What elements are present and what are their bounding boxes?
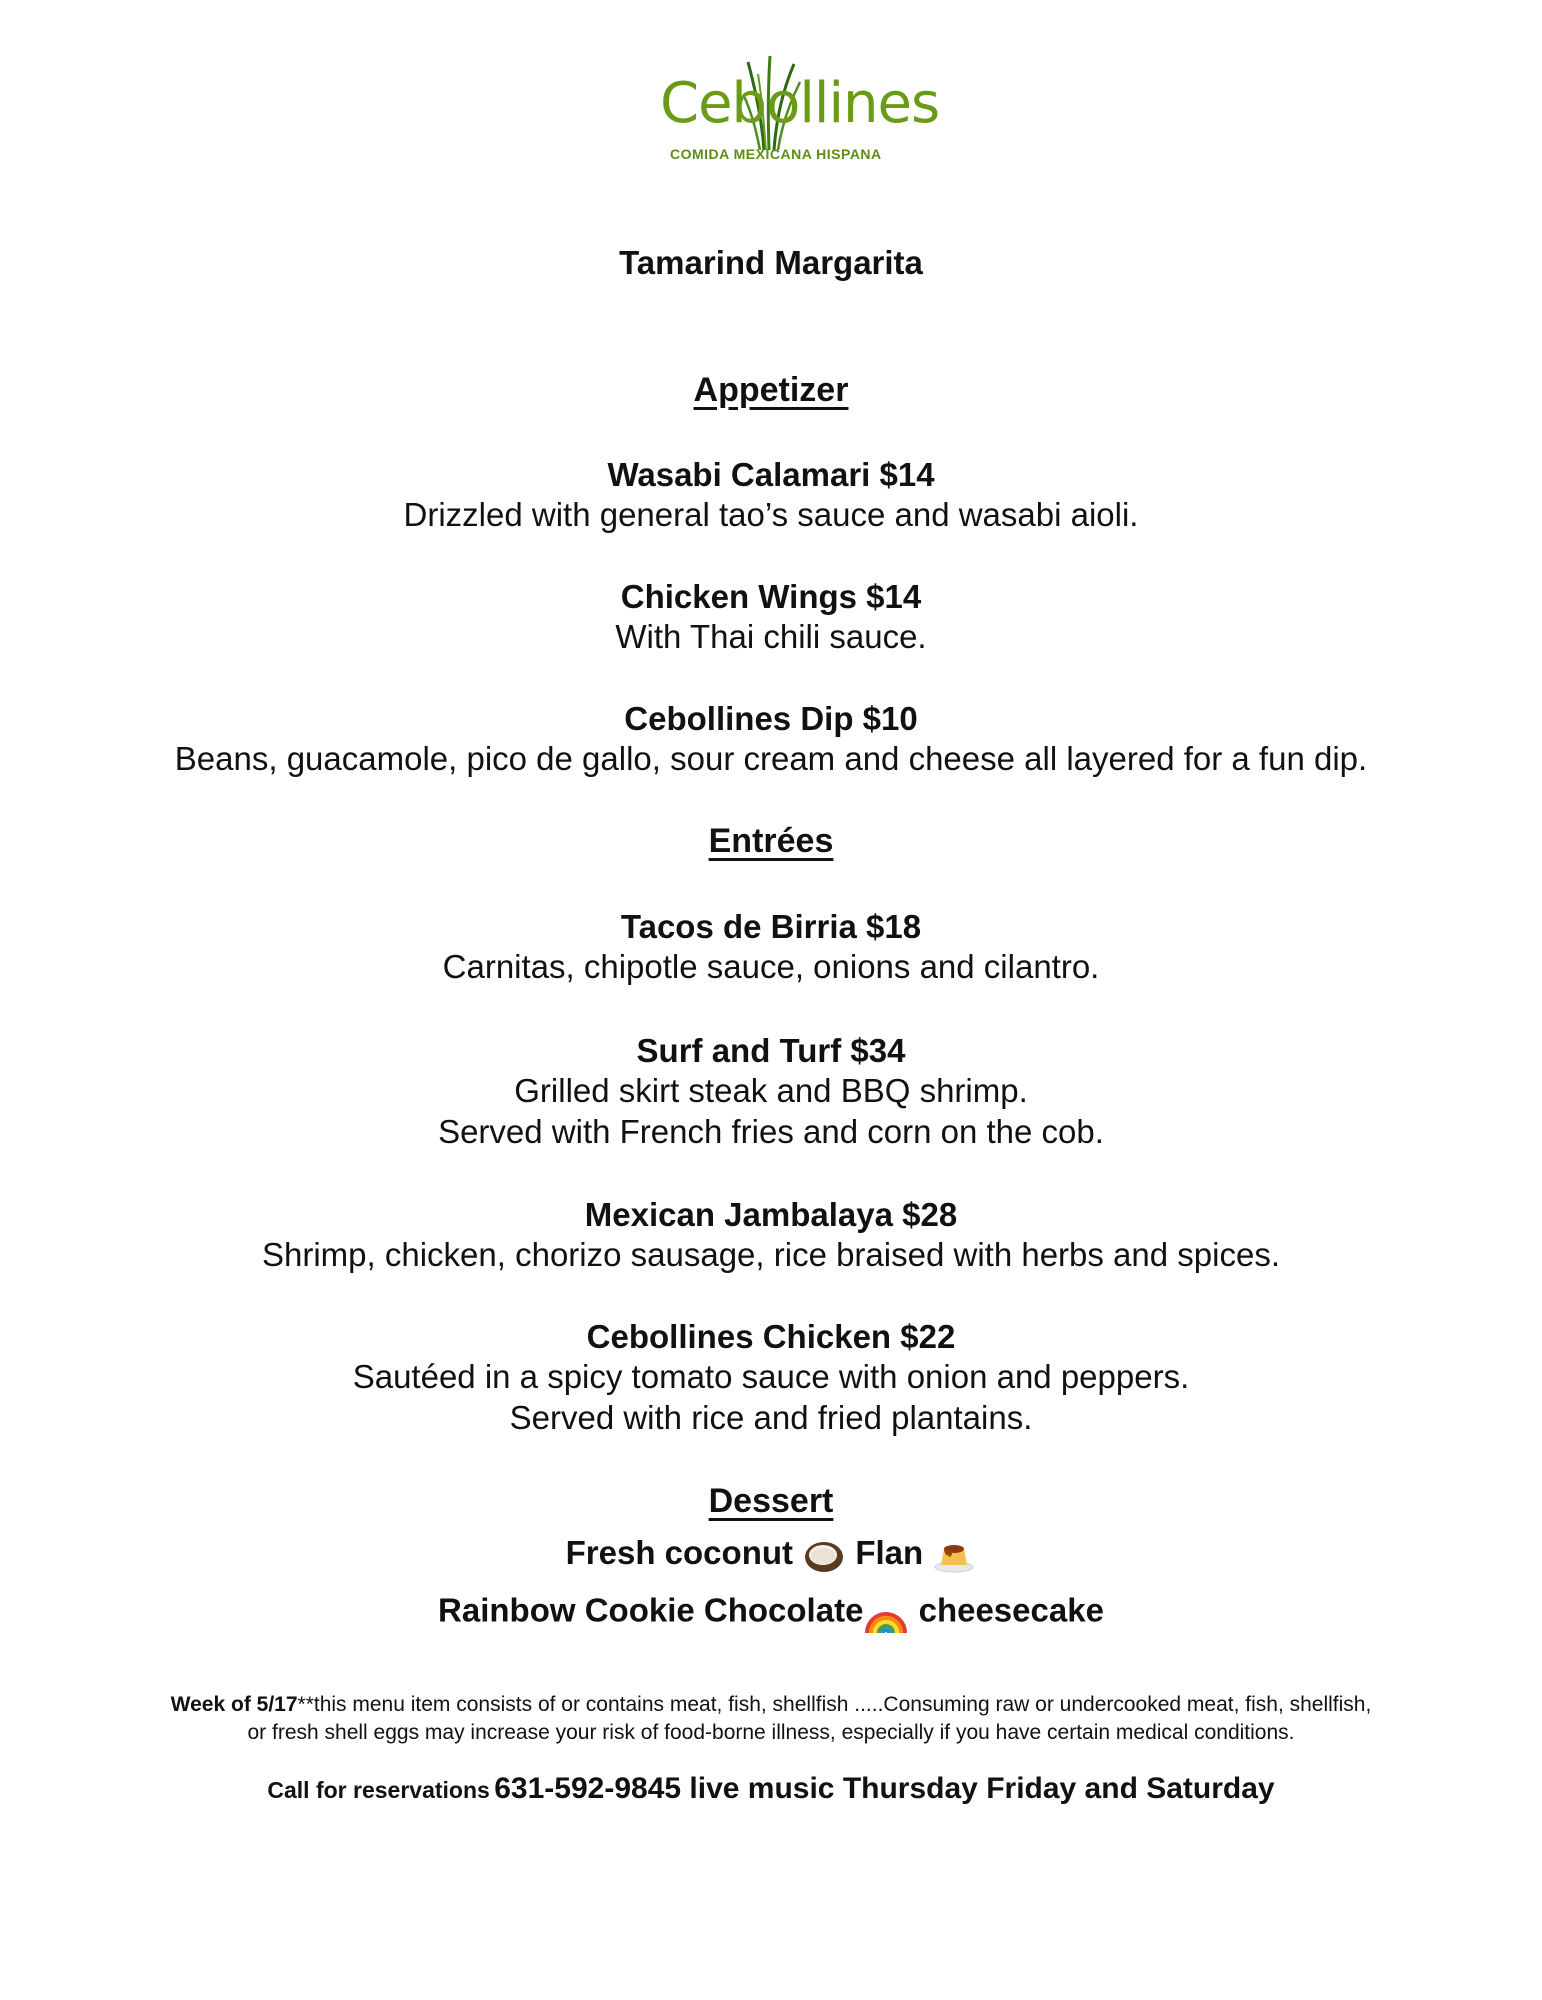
dessert-item-flan: Flan xyxy=(855,1534,924,1571)
drink-title: Tamarind Margarita xyxy=(619,244,923,281)
menu-item-desc: Beans, guacamole, pico de gallo, sour cream and cheese all layered for a fun dip. xyxy=(174,740,1368,777)
menu-item-title: Wasabi Calamari $14 xyxy=(607,456,935,493)
dessert-item-coconut: Fresh coconut xyxy=(565,1534,793,1571)
menu-item-desc: Grilled skirt steak and BBQ shrimp. xyxy=(514,1072,1028,1109)
menu-item-desc: Served with rice and fried plantains. xyxy=(509,1399,1033,1436)
menu-item-title: Cebollines Chicken $22 xyxy=(586,1318,956,1355)
menu-item-title: Mexican Jambalaya $28 xyxy=(584,1196,958,1233)
logo-tagline: COMIDA MEXICANA HISPANA xyxy=(670,146,882,162)
logo xyxy=(660,52,940,162)
menu-item-title: Cebollines Dip $10 xyxy=(624,700,918,737)
dessert-line-2 xyxy=(0,1591,1542,1635)
section-heading-entrees: Entrées xyxy=(708,822,834,860)
flan-icon xyxy=(932,1535,976,1575)
week-label: Week of 5/17 xyxy=(170,1693,298,1716)
dessert-item-rainbow-cookie: Rainbow Cookie Chocolate xyxy=(438,1591,864,1629)
menu-item-title: Surf and Turf $34 xyxy=(636,1032,906,1069)
menu-item-desc: With Thai chili sauce. xyxy=(615,618,927,655)
reservation-line xyxy=(0,1772,1542,1806)
section-heading-appetizer: Appetizer xyxy=(693,371,849,409)
rainbow-icon xyxy=(863,1591,909,1635)
dessert-line-1 xyxy=(0,1534,1542,1575)
section-heading-dessert: Dessert xyxy=(708,1482,834,1520)
menu-item-title: Tacos de Birria $18 xyxy=(620,908,922,945)
menu-item-desc: Drizzled with general tao’s sauce and wasabi aioli. xyxy=(403,496,1139,533)
disclaimer-line-2: or fresh shell eggs may increase your risk of food-borne illness, especially if you have certain medical conditions. xyxy=(247,1721,1295,1744)
coconut-icon xyxy=(802,1535,846,1575)
menu-item-desc: Served with French fries and corn on the cob. xyxy=(438,1113,1104,1150)
disclaimer-line-1 xyxy=(0,1693,1542,1717)
menu-item-title: Chicken Wings $14 xyxy=(620,578,922,615)
menu-item-desc: Carnitas, chipotle sauce, onions and cilantro. xyxy=(442,948,1100,985)
dessert-item-cheesecake: cheesecake xyxy=(918,1591,1104,1629)
menu-item-desc: Shrimp, chicken, chorizo sausage, rice braised with herbs and spices. xyxy=(262,1236,1280,1273)
menu-item-desc: Sautéed in a spicy tomato sauce with onion and peppers. xyxy=(352,1358,1190,1395)
call-label: Call for reservations xyxy=(267,1777,490,1803)
disclaimer-text: **this menu item consists of or contains meat, fish, shellfish .....Consuming raw or undercooked meat, fish, shellfish, xyxy=(297,1693,1372,1716)
logo-name: Cebollines xyxy=(660,71,940,136)
call-info: 631-592-9845 live music Thursday Friday and Saturday xyxy=(494,1772,1275,1805)
